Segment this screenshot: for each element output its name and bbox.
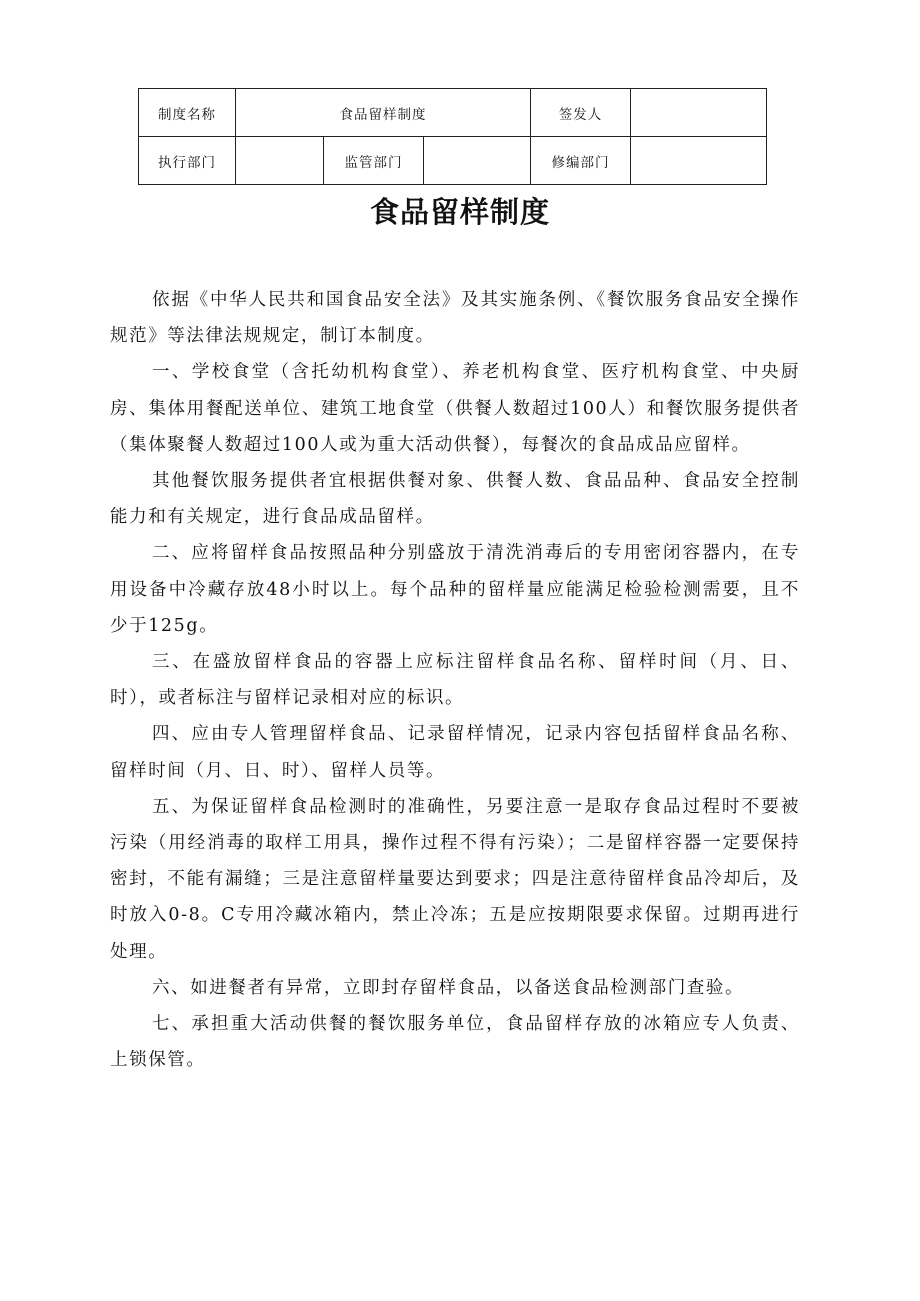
supervise-dept-value [424,137,531,185]
paragraph-1: 一、学校食堂（含托幼机构食堂）、养老机构食堂、医疗机构食堂、中央厨房、集体用餐配送单位、建筑工地食堂（供餐人数超过100人）和餐饮服务提供者（集体聚餐人数超过100人或为重大活动供餐），每餐次的食品成品应留样。 [110,362,800,455]
paragraph-2: 二、应将留样食品按照品种分别盛放于清洗消毒后的专用密闭容器内，在专用设备中冷藏存放48小时以上。每个品种的留样量应能满足检验检测需要，且不少于125g。 [110,543,800,636]
signer-value [631,89,767,137]
paragraph-5: 五、为保证留样食品检测时的准确性，另要注意一是取存食品过程时不要被污染（用经消毒的取样工用具，操作过程不得有污染）；二是留样容器一定要保持密封，不能有漏缝；三是注意留样量要达到要求；四是注意待留样食品冷却后，及时放入0-8。C专用冷藏冰箱内，禁止冷冻；五是应按期限要求保留。过期再进行处理。 [110,796,800,962]
paragraph-intro: 依据《中华人民共和国食品安全法》及其实施条例、《餐饮服务食品安全操作规范》等法律法规规定，制订本制度。 [110,290,800,347]
exec-dept-label: 执行部门 [139,137,236,185]
policy-name-label: 制度名称 [139,89,236,137]
document-body [110,282,800,1078]
header-table [138,88,767,185]
document-title: 食品留样制度 [369,195,550,229]
paragraph-1b: 其他餐饮服务提供者宜根据供餐对象、供餐人数、食品品种、食品安全控制能力和有关规定，进行食品成品留样。 [110,471,800,528]
policy-name-value: 食品留样制度 [236,89,531,137]
header-row-2 [139,137,767,185]
header-row-1 [139,89,767,137]
signer-label: 签发人 [531,89,631,137]
revise-dept-value [631,137,767,185]
exec-dept-value [236,137,324,185]
paragraph-3: 三、在盛放留样食品的容器上应标注留样食品名称、留样时间（月、日、时），或者标注与留样记录相对应的标识。 [110,652,800,709]
paragraph-7: 七、承担重大活动供餐的餐饮服务单位，食品留样存放的冰箱应专人负责、上锁保管。 [110,1014,800,1071]
supervise-dept-label: 监管部门 [324,137,424,185]
revise-dept-label: 修编部门 [531,137,631,185]
paragraph-4: 四、应由专人管理留样食品、记录留样情况，记录内容包括留样食品名称、留样时间（月、日、时）、留样人员等。 [110,724,800,781]
paragraph-6: 六、如进餐者有异常，立即封存留样食品，以备送食品检测部门查验。 [152,977,745,998]
